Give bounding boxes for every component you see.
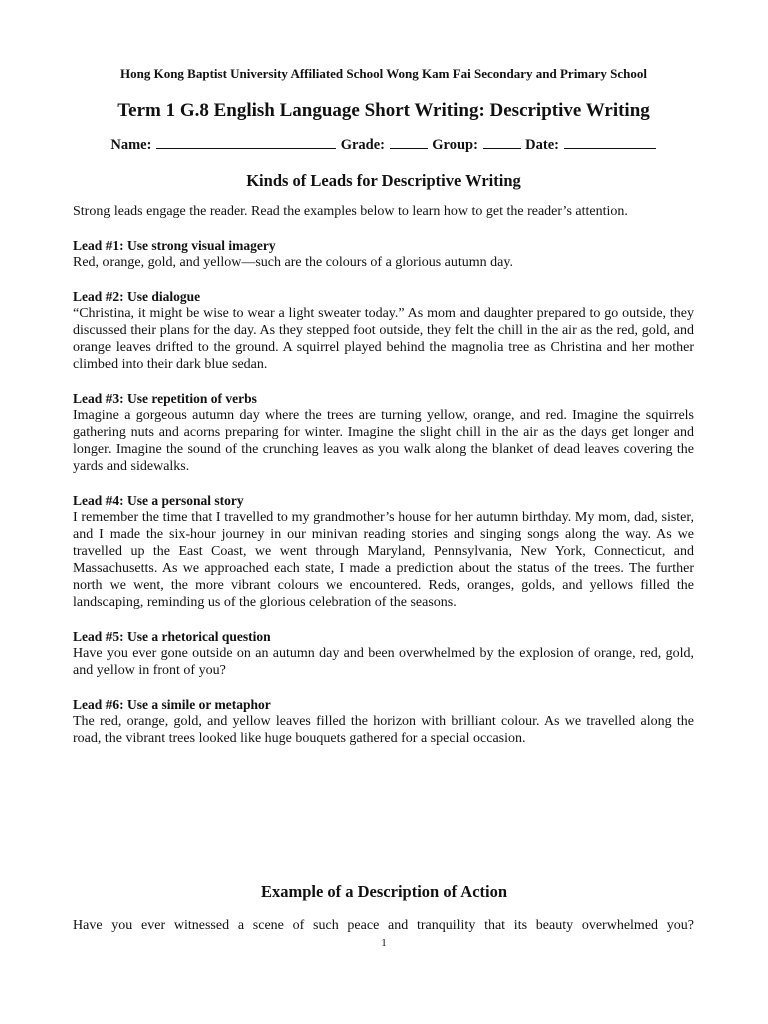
lead-text: Imagine a gorgeous autumn day where the trees are turning yellow, orange, and red. Imagine the squirrels gathering nuts and acorns preparing for winter. Imagine the slight chill in the air as the days get longer and longer. Imagine the sound of the crunching leaves as you walk along the blanket of dead leaves covering the yards and sidewalks. [73, 408, 694, 474]
lead-text: “Christina, it might be wise to wear a light sweater today.” As mom and daughter prepared to go outside, they discussed their plans for the day. As they stepped foot outside, they felt the chill in the air as the red, gold, and orange leaves drifted to the ground. A squirrel played behind the magnolia tree as Christina and her mother climbed into their dark blue sedan. [73, 306, 694, 372]
worksheet-title: Term 1 G.8 English Language Short Writing: Descriptive Writing [117, 100, 650, 121]
student-info-row [73, 136, 694, 154]
lead-heading: Lead #2: Use dialogue [73, 289, 201, 304]
lead-text: The red, orange, gold, and yellow leaves filled the horizon with brilliant colour. As we travelled along the road, the vibrant trees looked like huge bouquets gathered for a special occasion. [73, 714, 694, 746]
school-name: Hong Kong Baptist University Affiliated School Wong Kam Fai Secondary and Primary School [119, 66, 647, 81]
name-label: Name: [110, 137, 152, 153]
grade-field[interactable] [390, 136, 428, 149]
lead-text: I remember the time that I travelled to my grandmother’s house for her autumn birthday. My mom, dad, sister, and I made the six-hour journey in our minivan reading stories and singing songs along the way. As we travelled up the East Coast, we went through Maryland, Pennsylvania, New York, Connecticut, and Massachusetts. As we approached each state, I made a prediction about the status of the trees. The further north we went, the more vibrant colours we encountered. Reds, oranges, golds, and yellows filled the landscaping, reminding us of the glorious celebration of the seasons. [73, 510, 694, 610]
lead-6 [73, 696, 694, 747]
lead-heading: Lead #6: Use a simile or metaphor [73, 697, 271, 712]
section-heading: Kinds of Leads for Descriptive Writing [246, 171, 521, 190]
lead-heading: Lead #1: Use strong visual imagery [73, 238, 276, 253]
grade-label: Grade: [340, 137, 385, 153]
example-text: Have you ever witnessed a scene of such peace and tranquility that its beauty overwhelmed you? [73, 918, 694, 933]
group-field[interactable] [483, 136, 521, 149]
group-label: Group: [432, 137, 478, 153]
date-field[interactable] [564, 136, 656, 149]
lead-heading: Lead #5: Use a rhetorical question [73, 629, 271, 644]
lead-1 [73, 237, 694, 271]
lead-heading: Lead #4: Use a personal story [73, 493, 244, 508]
lead-3 [73, 390, 694, 475]
example-heading: Example of a Description of Action [260, 882, 508, 901]
lead-text: Have you ever gone outside on an autumn day and been overwhelmed by the explosion of orange, red, gold, and yellow in front of you? [73, 646, 694, 678]
name-field[interactable] [156, 136, 336, 149]
date-label: Date: [525, 137, 559, 153]
lead-4 [73, 492, 694, 611]
lead-5 [73, 628, 694, 679]
page-number: 1 [381, 937, 387, 949]
intro-text: Strong leads engage the reader. Read the examples below to learn how to get the reader’s attention. [73, 204, 628, 219]
lead-2 [73, 288, 694, 373]
lead-heading: Lead #3: Use repetition of verbs [73, 391, 257, 406]
lead-text: Red, orange, gold, and yellow—such are the colours of a glorious autumn day. [73, 255, 513, 270]
